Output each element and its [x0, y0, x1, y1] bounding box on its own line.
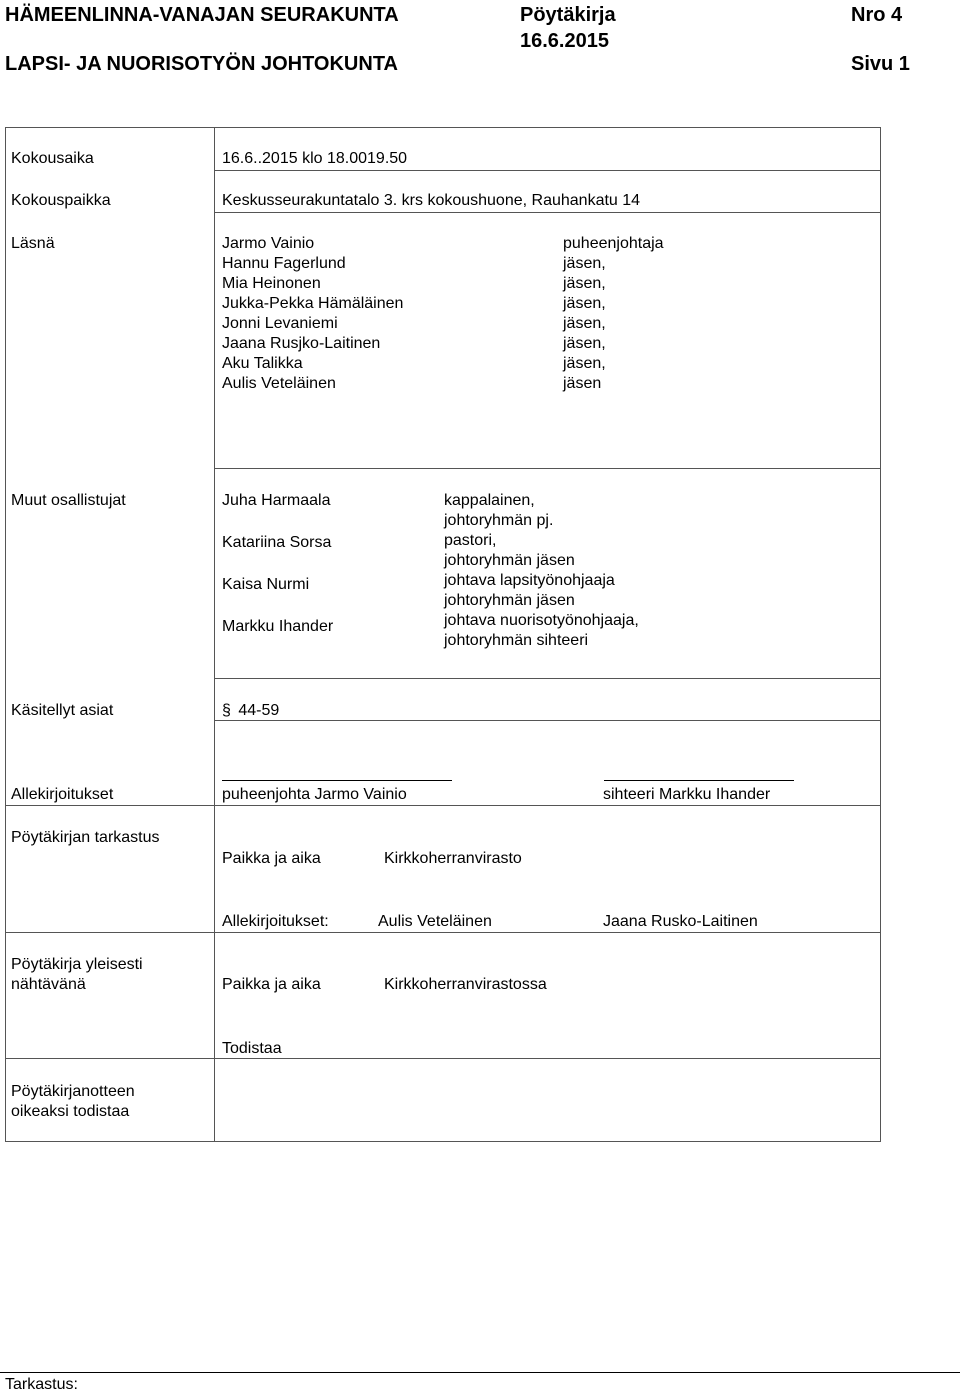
- member-name: Jaana Rusjko-Laitinen: [222, 335, 381, 352]
- meeting-time-value: [222, 149, 407, 169]
- participant-role: pastori,: [444, 532, 497, 549]
- review-signer-1: Aulis Veteläinen: [378, 913, 492, 930]
- committee-name: LAPSI- JA NUORISOTYÖN JOHTOKUNTA: [5, 53, 398, 75]
- others-label: Muut osallistujat: [11, 492, 126, 509]
- extract-label-line: Pöytäkirjanotteen: [11, 1083, 135, 1100]
- present-names: [222, 234, 403, 394]
- member-name: Hannu Fagerlund: [222, 255, 346, 272]
- items-value: [222, 701, 279, 721]
- member-role: jäsen,: [563, 335, 606, 352]
- member-name: Jonni Levaniemi: [222, 315, 338, 332]
- member-role: jäsen: [563, 375, 602, 392]
- review-signer-2: Jaana Rusko-Laitinen: [603, 913, 758, 930]
- public-label-line: nähtävänä: [11, 976, 86, 993]
- row-divider: [214, 212, 881, 213]
- member-name: Mia Heinonen: [222, 275, 321, 292]
- chair-signature-line: [222, 780, 452, 781]
- doc-number: Nro 4: [851, 4, 903, 26]
- participant-role: johtoryhmän jäsen: [444, 552, 575, 569]
- row-divider: [214, 468, 881, 469]
- member-name: Jarmo Vainio: [222, 235, 315, 252]
- review-place-label: Paikka ja aika: [222, 850, 321, 867]
- review-place-value: Kirkkoherranvirasto: [384, 850, 522, 867]
- meeting-place-value: Keskusseurakuntatalo 3. krs kokoushuone, Rauhankatu 14: [222, 192, 641, 209]
- participant-name: Kaisa Nurmi: [222, 576, 310, 593]
- row-divider: [5, 932, 881, 933]
- row-divider: [5, 805, 881, 806]
- participant-name: Katariina Sorsa: [222, 534, 332, 551]
- member-role: jäsen,: [563, 255, 606, 272]
- review-sign-label: Allekirjoitukset:: [222, 913, 329, 930]
- meeting-place-label: Kokouspaikka: [11, 192, 111, 209]
- org-name: HÄMEENLINNA-VANAJAN SEURAKUNTA: [5, 4, 399, 26]
- others-roles: [444, 491, 639, 651]
- participant-role: johtoryhmän jäsen: [444, 592, 575, 609]
- member-role: puheenjohtaja: [563, 235, 664, 252]
- member-name: Jukka-Pekka Hämäläinen: [222, 295, 404, 312]
- present-roles: [563, 234, 664, 394]
- extract-label-line: oikeaksi todistaa: [11, 1103, 130, 1120]
- extract-label: [11, 1082, 135, 1122]
- chair-signature: puheenjohta Jarmo Vainio: [222, 786, 407, 803]
- participant-role: johtoryhmän pj.: [444, 512, 554, 529]
- secretary-signature: sihteeri Markku Ihander: [603, 786, 771, 803]
- participant-role: kappalainen,: [444, 492, 535, 509]
- member-name: Aku Talikka: [222, 355, 303, 372]
- public-label-line: Pöytäkirja yleisesti: [11, 956, 143, 973]
- participant-role: johtava lapsityönohjaaja: [444, 572, 615, 589]
- doc-date: 16.6.2015: [520, 30, 609, 52]
- certify-label: Todistaa: [222, 1040, 282, 1057]
- member-role: jäsen,: [563, 275, 606, 292]
- meeting-time-start: 16.6..2015 klo 18.00: [222, 150, 368, 167]
- items-label: Käsitellyt asiat: [11, 702, 114, 719]
- participant-role: johtoryhmän sihteeri: [444, 632, 589, 649]
- participant-name: Markku Ihander: [222, 618, 334, 635]
- public-label: [11, 955, 143, 995]
- row-divider: [5, 1058, 881, 1059]
- row-divider: [214, 678, 881, 679]
- member-role: jäsen,: [563, 315, 606, 332]
- signatures-label: Allekirjoitukset: [11, 786, 114, 803]
- meeting-time-end: 19.50: [367, 150, 408, 167]
- others-names: [222, 491, 333, 659]
- row-divider: [214, 720, 881, 721]
- footer-divider: [0, 1372, 960, 1373]
- page-number: Sivu 1: [851, 53, 910, 75]
- column-divider: [214, 127, 215, 1142]
- present-label: Läsnä: [11, 235, 55, 252]
- member-role: jäsen,: [563, 295, 606, 312]
- member-name: Aulis Veteläinen: [222, 375, 336, 392]
- footer-checked-label: Tarkastus:: [5, 1376, 78, 1393]
- doc-type: Pöytäkirja: [520, 4, 616, 26]
- participant-role: johtava nuorisotyönohjaaja,: [444, 612, 639, 629]
- public-place-value: Kirkkoherranvirastossa: [384, 976, 547, 993]
- meeting-time-label: Kokousaika: [11, 150, 94, 167]
- secretary-signature-line: [604, 780, 794, 781]
- public-place-label: Paikka ja aika: [222, 976, 321, 993]
- participant-name: Juha Harmaala: [222, 492, 331, 509]
- member-role: jäsen,: [563, 355, 606, 372]
- section-sign-icon: §: [222, 702, 231, 719]
- row-divider: [214, 170, 881, 171]
- items-range: 44-59: [238, 702, 280, 719]
- review-label: Pöytäkirjan tarkastus: [11, 829, 160, 846]
